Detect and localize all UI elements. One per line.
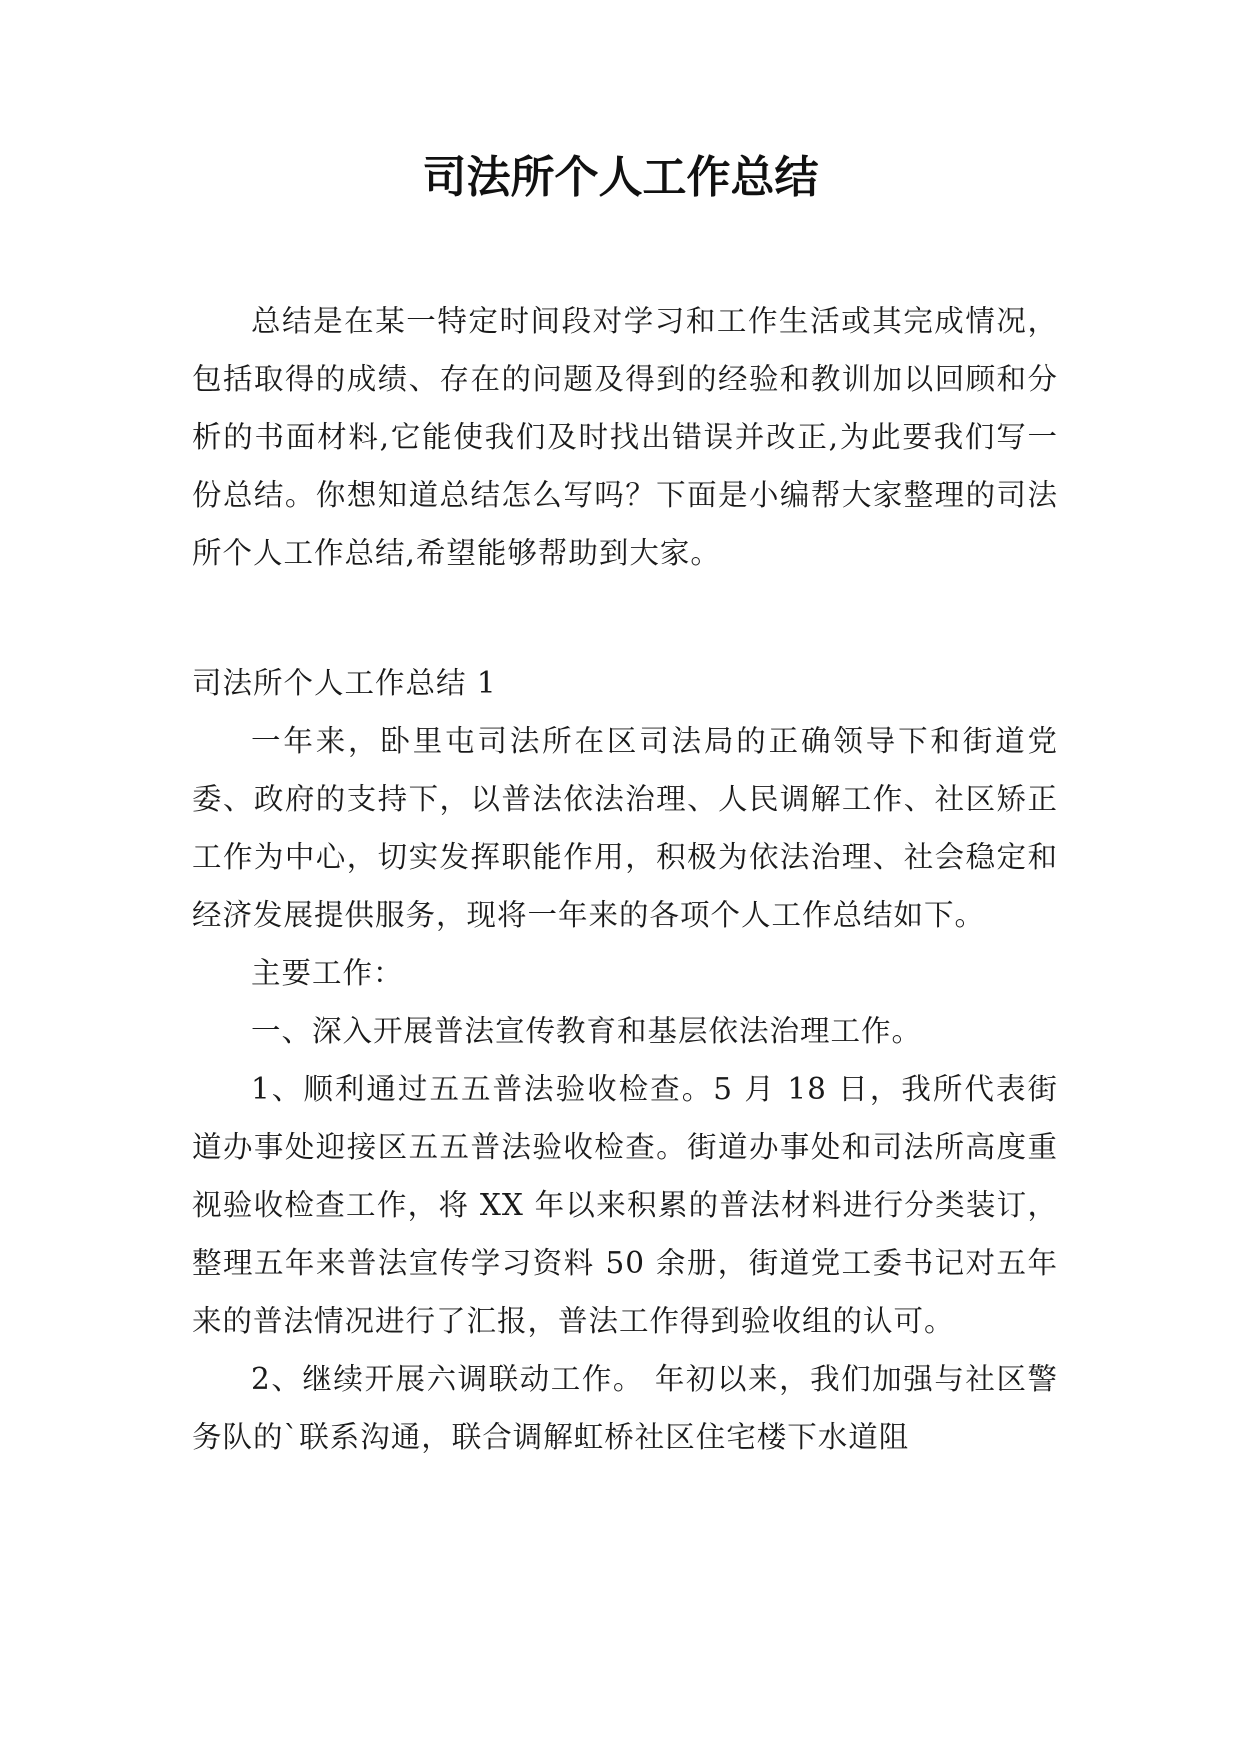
body-paragraph: 一年来，卧里屯司法所在区司法局的正确领导下和街道党委、政府的支持下，以普法依法治理、人民调解工作、社区矫正工作为中心，切实发挥职能作用，积极为依法治理、社会稳定和经济发展提供服务，现将一年来的各项个人工作总结如下。 [192,724,1058,932]
document-title: 司法所个人工作总结 [422,152,819,203]
body-paragraph: 一、深入开展普法宣传教育和基层依法治理工作。 [251,1014,923,1048]
section-heading: 司法所个人工作总结 1 [192,666,497,700]
body-paragraph: 1、顺利通过五五普法验收检查。5 月 18 日，我所代表街道办事处迎接区五五普法验收检查。街道办事处和司法所高度重视验收检查工作，将 XX 年以来积累的普法材料进行分类装订，整理五年来普法宣传学习资料 50 余册，街道党工委书记对五年来的普法情况进行了汇报，普法工作得到验收组的认可。 [192,1072,1058,1338]
body-paragraph: 主要工作： [251,956,404,990]
body-paragraph: 2、继续开展六调联动工作。 年初以来，我们加强与社区警务队的`联系沟通，联合调解虹桥社区住宅楼下水道阻 [192,1362,1058,1454]
document-body [192,292,1058,1466]
intro-paragraph: 总结是在某一特定时间段对学习和工作生活或其完成情况，包括取得的成绩、存在的问题及得到的经验和教训加以回顾和分析的书面材料,它能使我们及时找出错误并改正,为此要我们写一份总结。你想知道总结怎么写吗？下面是小编帮大家整理的司法所个人工作总结,希望能够帮助到大家。 [192,304,1058,570]
